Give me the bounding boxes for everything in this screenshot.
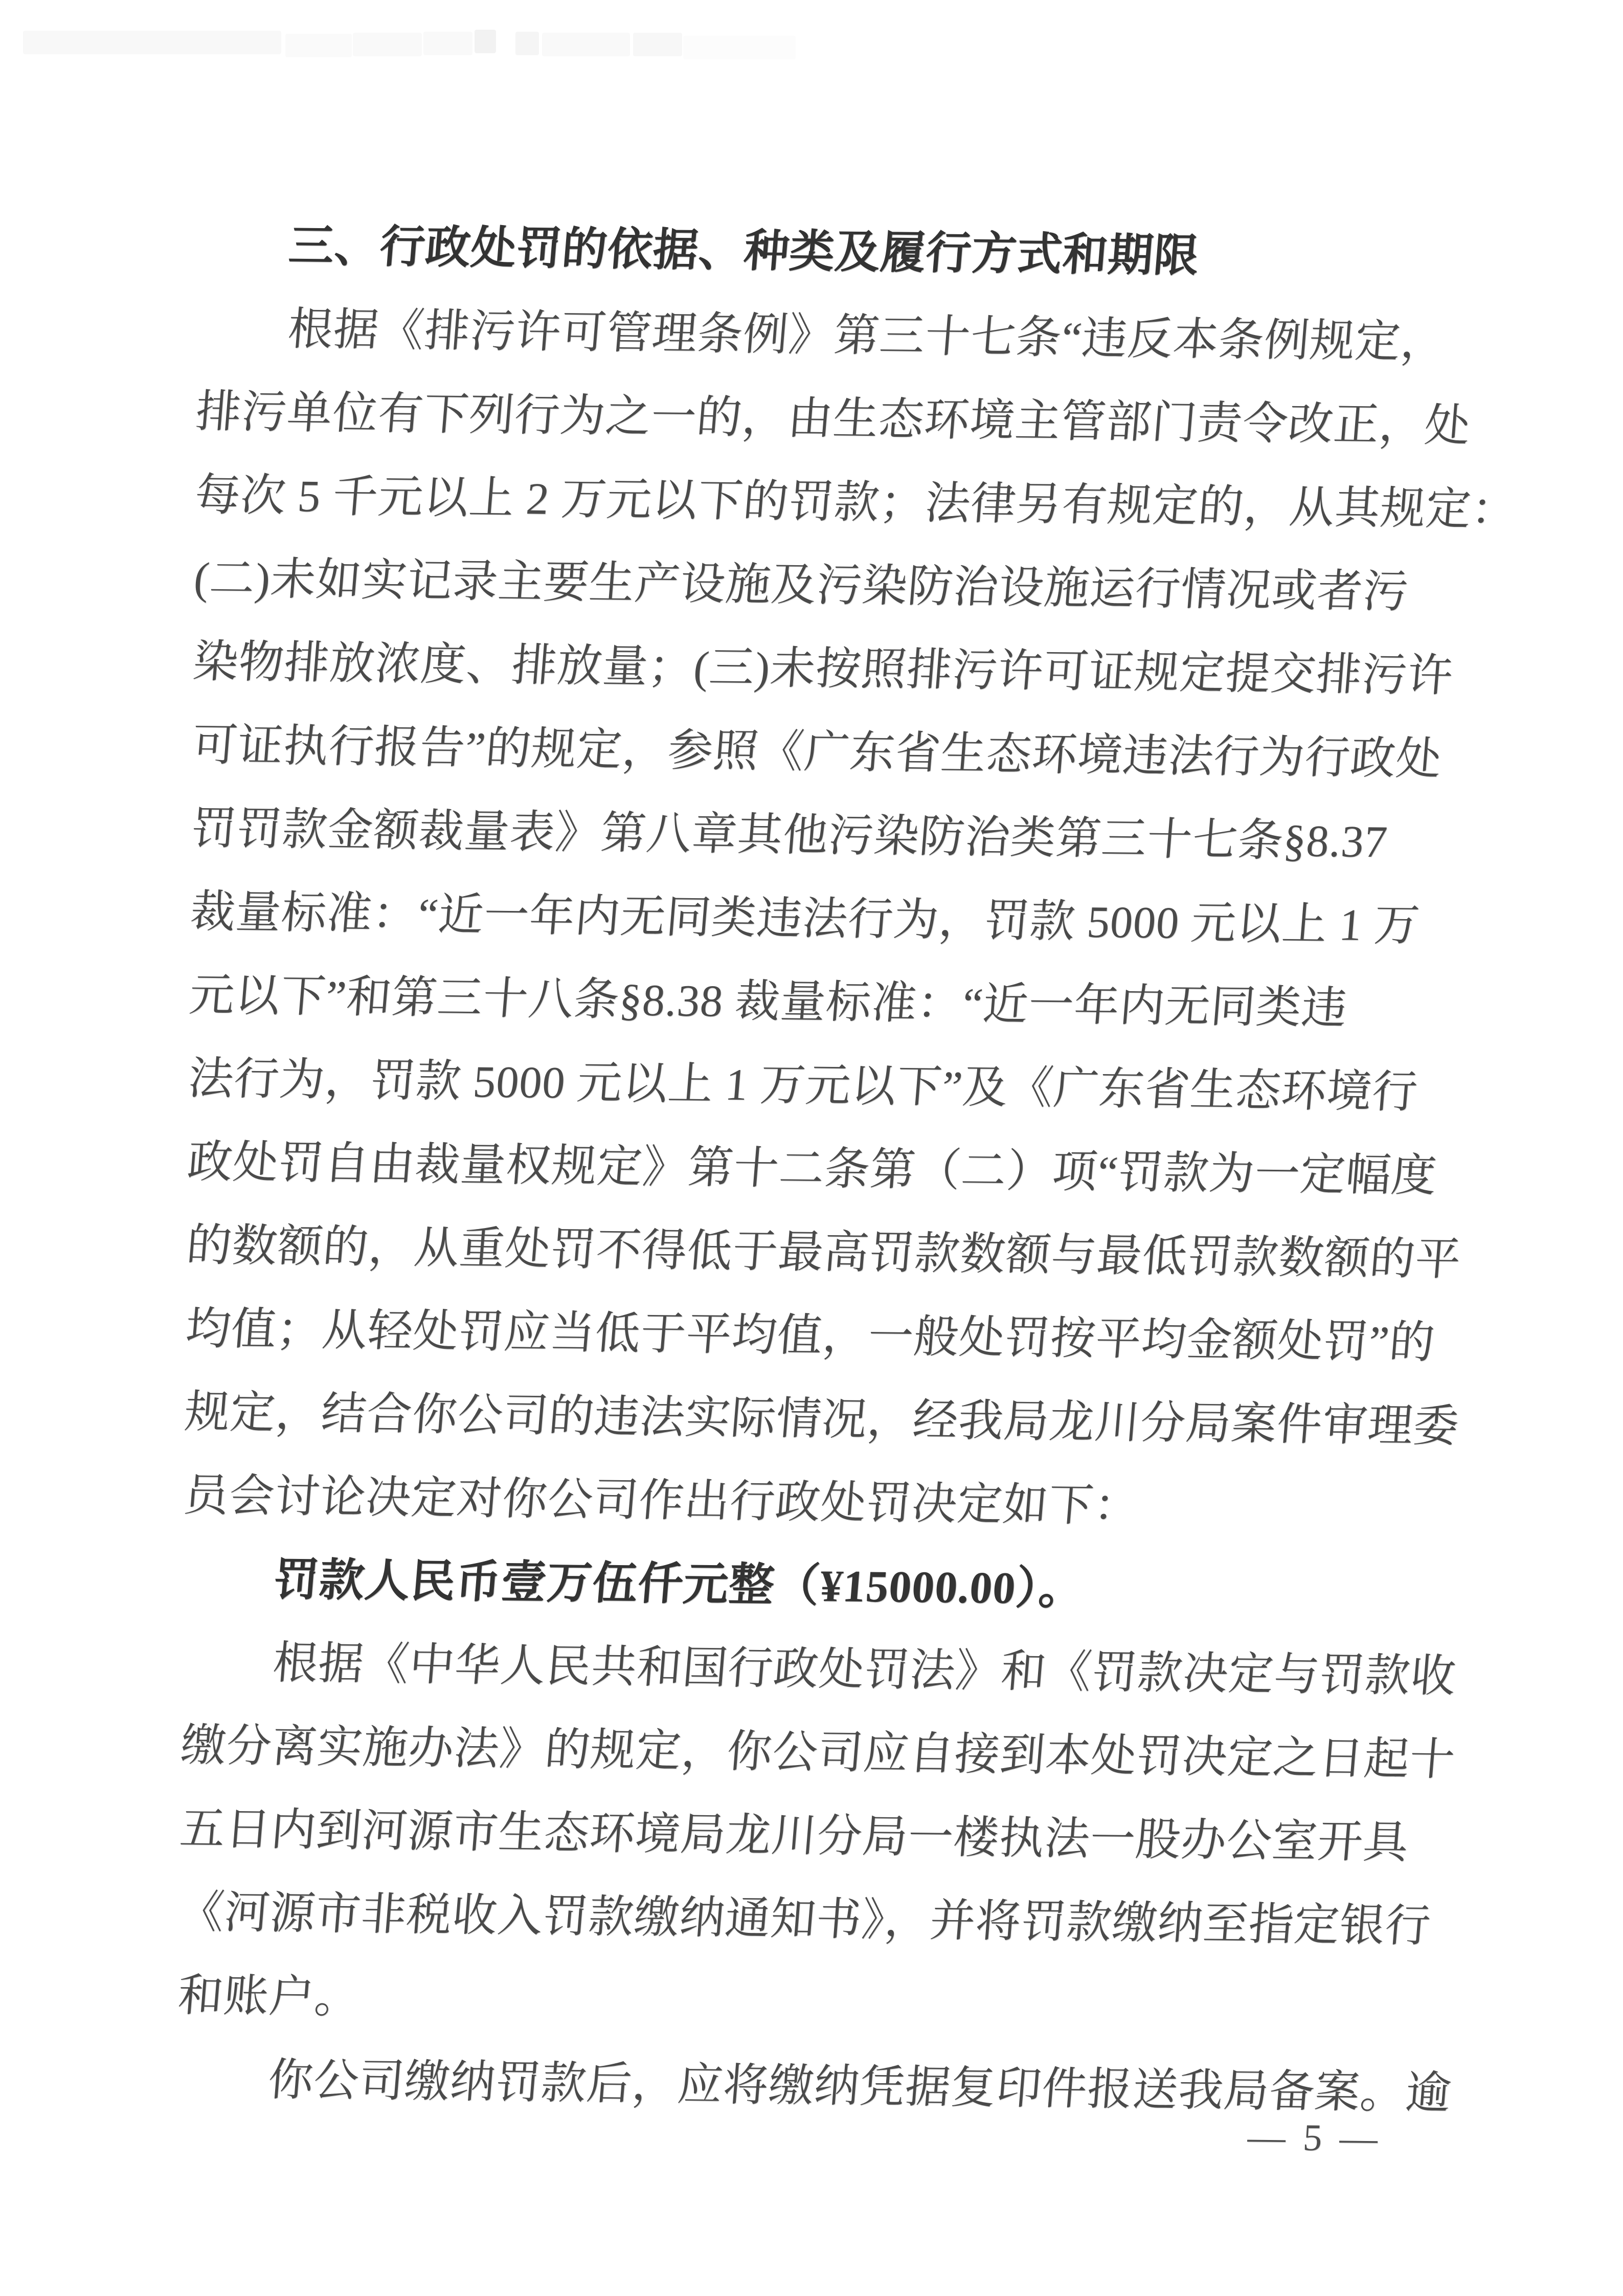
text-line: 根据《排污许可管理条例》第三十七条“违反本条例规定， — [286, 305, 1449, 368]
text-line: 你公司缴纳罚款后，应将缴纳凭据复印件报送我局备案。逾 — [266, 2055, 1454, 2119]
text-line: 排污单位有下列行为之一的，由生态环境主管部门责令改正，处 — [194, 387, 1473, 452]
scan-artifact — [423, 32, 472, 55]
text-line: 和账户。 — [176, 1971, 363, 2023]
text-line: 的数额的，从重处罚不得低于最高罚款数额与最低罚款数额的平 — [184, 1220, 1463, 1285]
scan-artifact — [285, 34, 352, 57]
text-line: 《河源市非税收入罚款缴纳通知书》，并将罚款缴纳至指定银行 — [177, 1887, 1433, 1952]
document-body — [176, 204, 1519, 2135]
scan-artifact — [23, 31, 281, 54]
scan-artifact — [353, 33, 422, 56]
text-line: 规定，结合你公司的违法实际情况，经我局龙川分局案件审理委 — [183, 1387, 1461, 1452]
text-line: 缴分离实施办法》的规定，你公司应自接到本处罚决定之日起十 — [178, 1721, 1457, 1786]
scan-artifact — [542, 33, 630, 56]
text-line: 裁量标准：“近一年内无同类违法行为，罚款 5000 元以上 1 万 — [188, 887, 1422, 951]
scan-artifact — [475, 30, 496, 53]
page-number: — 5 — — [1246, 2116, 1383, 2160]
text-line: 每次 5 千元以上 2 万元以下的罚款；法律另有规定的，从其规定： — [193, 471, 1519, 536]
text-line: 染物排放浓度、排放量；(三)未按照排污许可证规定提交排污许 — [191, 637, 1455, 701]
scan-artifact-strip — [0, 0, 1623, 72]
scan-artifact — [633, 33, 682, 56]
text-line: 法行为，罚款 5000 元以上 1 万元以下”及《广东省生态环境行 — [186, 1054, 1420, 1118]
penalty-amount-line: 罚款人民币壹万伍仟元整（¥15000.00）。 — [272, 1555, 1087, 1614]
scan-artifact — [683, 36, 796, 59]
scan-artifact — [515, 32, 539, 55]
text-line: 政处罚自由裁量权规定》第十二条第（二）项“罚款为一定幅度 — [185, 1137, 1439, 1201]
text-line: 元以下”和第三十八条§8.38 裁量标准：“近一年内无同类违 — [187, 970, 1349, 1034]
text-line: 五日内到河源市生态环境局龙川分局一楼执法一股办公室开具 — [178, 1804, 1411, 1868]
text-line: 根据《中华人民共和国行政处罚法》和《罚款决定与罚款收 — [270, 1638, 1458, 1702]
text-line: 员会讨论决定对你公司作出行政处罚决定如下： — [182, 1470, 1142, 1531]
text-line: 罚罚款金额裁量表》第八章其他污染防治类第三十七条§8.37 — [189, 804, 1389, 867]
text-line: 均值；从轻处罚应当低于平均值，一般处罚按平均金额处罚”的 — [184, 1304, 1437, 1368]
text-line: (二)未如实记录主要生产设施及污染防治设施运行情况或者污 — [192, 553, 1411, 617]
section-heading: 三、行政处罚的依据、种类及履行方式和期限 — [287, 221, 1201, 282]
text-line: 可证执行报告”的规定，参照《广东省生态环境违法行为行政处 — [190, 720, 1444, 785]
